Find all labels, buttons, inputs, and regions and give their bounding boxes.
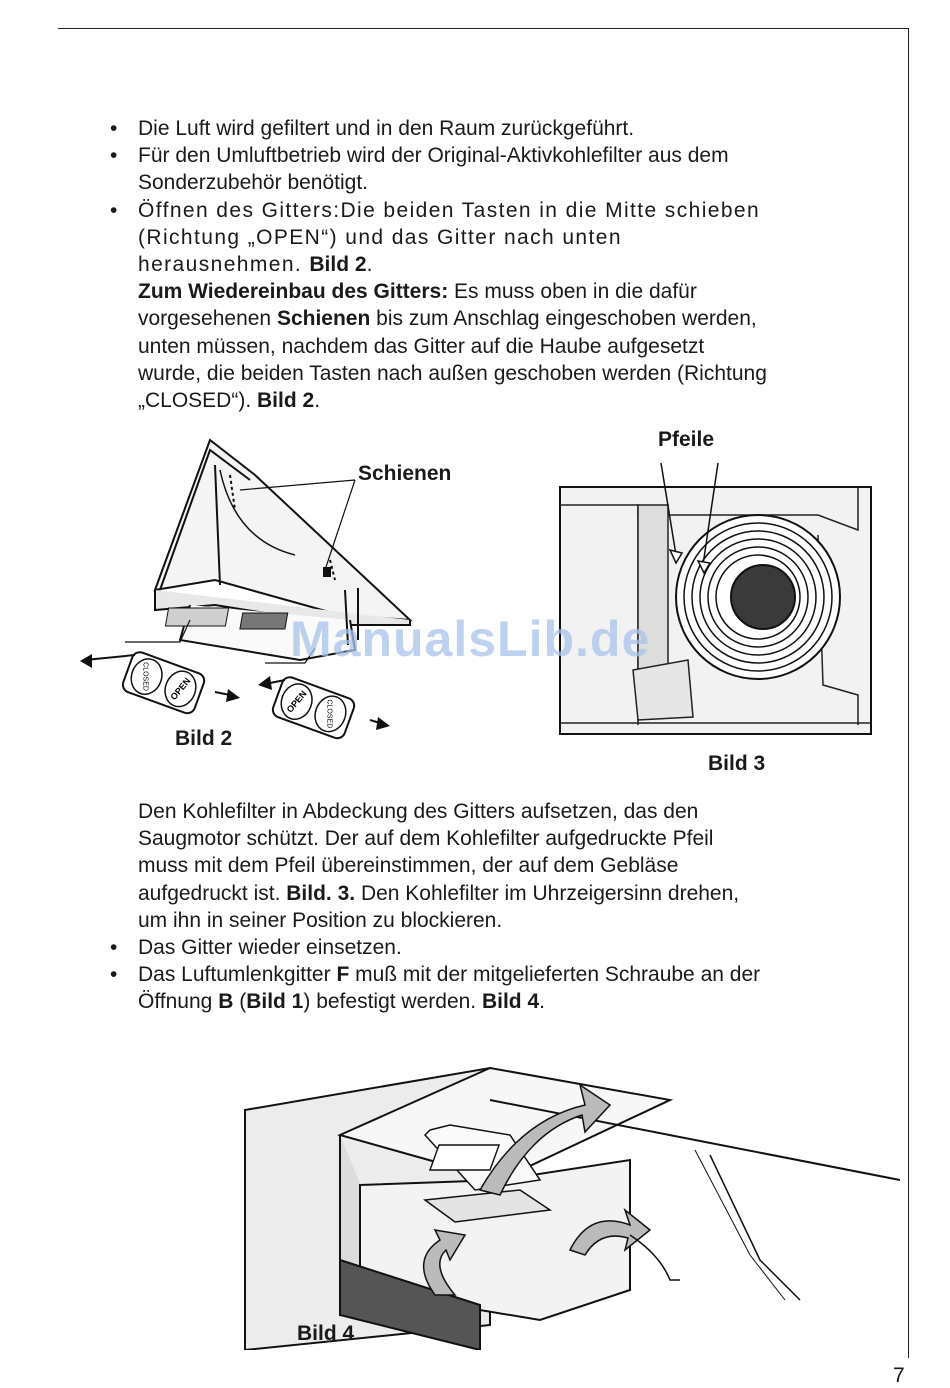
filter-paragraph: Den Kohlefilter in Abdeckung des Gitters aufsetzen, das den Saugmotor schützt. Der auf dem Kohlefilter aufgedruckte Pfeil muss mit dem Pfeil übereinstimmen, der auf dem Gebläse aufgedruckt ist. Bild. 3. Den Kohlefilter im Uhrzeigersinn drehen, um ihn in seiner Position zu blockieren.	[138, 800, 740, 932]
schienen-callout: Schienen	[358, 462, 452, 485]
top-rule	[58, 28, 908, 29]
button-label: CLOSED	[141, 662, 149, 691]
button-label: OPEN	[284, 688, 309, 715]
list-item: • Öffnen des Gitters:Die beiden Tasten in die Mitte schieben (Richtung „OPEN“) und das Gitter nach unten herausnehmen. Bild 2.	[110, 197, 880, 279]
list-item: • Das Luftumlenkgitter F muß mit der mitgelieferten Schraube an der Öffnung B (Bild 1) befestigt werden. Bild 4.	[110, 961, 880, 1015]
reinstall-paragraph: Zum Wiedereinbau des Gitters: Es muss oben in die dafür vorgesehenen Schienen bis zum Anschlag eingeschoben werden, unten müssen, nachdem das Gitter auf die Haube aufgesetzt wurde, die beiden Tasten nach außen geschoben werden (Richtung „CLOSED“). Bild 2.	[138, 280, 767, 413]
pfeile-callout: Pfeile	[658, 428, 715, 451]
list-item: • Für den Umluftbetrieb wird der Original-Aktivkohlefilter aus dem Sonderzubehör benötigt.	[110, 142, 880, 196]
figure-4-deflector-diagram	[240, 1060, 900, 1350]
figure-3-blower-diagram	[558, 455, 874, 737]
figure-3-label: Bild 3	[708, 752, 766, 775]
figure-2-label: Bild 2	[175, 727, 233, 750]
list-item: • Das Gitter wieder einsetzen.	[110, 934, 880, 961]
list-item: • Die Luft wird gefiltert und in den Raum zurückgeführt.	[110, 115, 880, 142]
figure-4-label: Bild 4	[297, 1322, 355, 1345]
button-label: CLOSED	[325, 699, 333, 729]
right-rule	[908, 28, 909, 1358]
instructions-bottom	[110, 798, 880, 1016]
button-label: OPEN	[168, 675, 193, 702]
page-number: 7	[893, 1364, 905, 1387]
watermark: ManualsLib.de	[290, 611, 651, 667]
instructions-top	[110, 115, 880, 414]
